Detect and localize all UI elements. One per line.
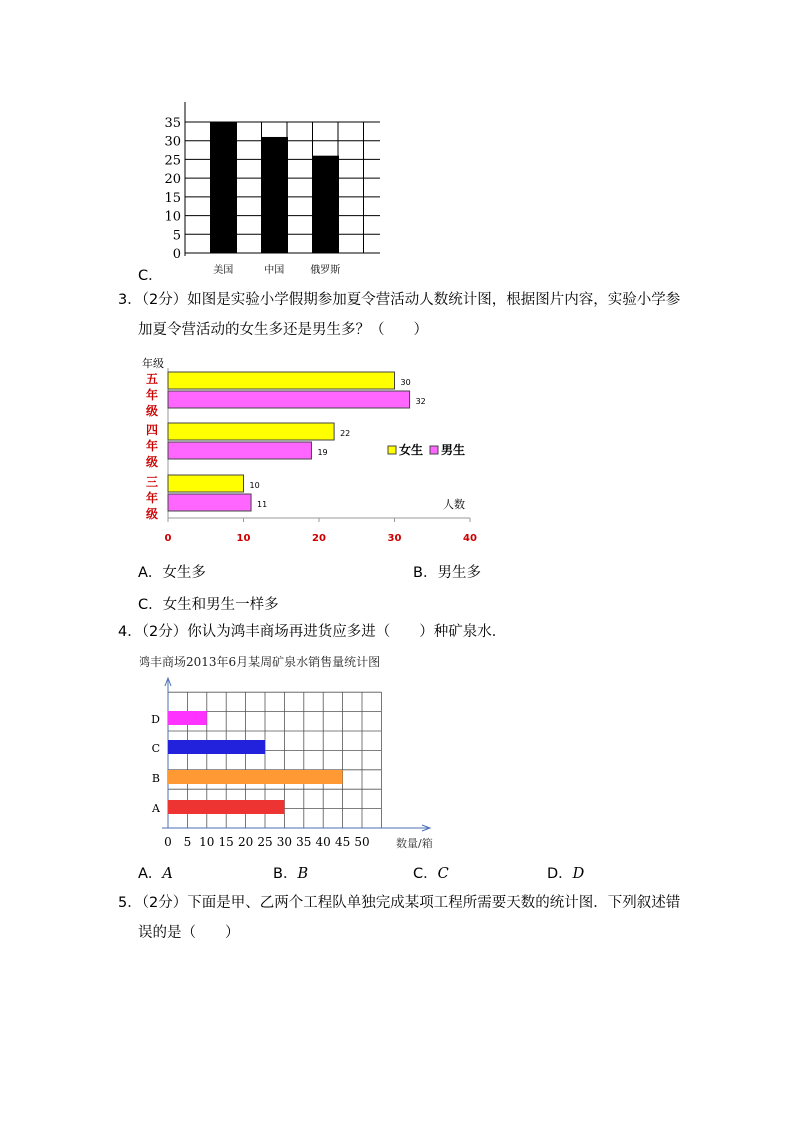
chart3-x-tick-label: 25	[257, 835, 273, 849]
q3-question-line2: 加夏令营活动的女生多还是男生多？（ ）	[138, 322, 428, 338]
chart2-legend-label: 女生	[399, 443, 424, 457]
chart2-x-axis-label: 人数	[443, 498, 465, 511]
chart2-data-label: 32	[415, 397, 426, 406]
chart3-x-tick-label: 45	[334, 835, 351, 849]
chart2-legend-label: 男生	[441, 443, 466, 457]
q3-chart	[138, 350, 483, 550]
chart2-data-label: 30	[400, 378, 411, 387]
q5-question-line2: 误的是（ ）	[138, 925, 240, 941]
chart2-bar	[168, 391, 410, 408]
q4-option-a-letter: A	[162, 866, 173, 882]
chart2-x-tick-label: 20	[312, 533, 326, 544]
chart3-category-label: C	[151, 742, 160, 755]
chart3-x-tick-label: 40	[315, 835, 331, 849]
chart3-title: 鸿丰商场2013年6月某周矿泉水销售量统计图	[140, 655, 381, 669]
chart3-x-tick-label: 30	[276, 835, 293, 849]
chart3-x-tick-label: 5	[183, 835, 192, 849]
chart2-bar	[168, 442, 311, 459]
q3-option-a[interactable]: A．女生多	[138, 565, 206, 581]
q4-option-c-prefix: C．	[413, 866, 438, 882]
chart1-ytick-label: 30	[164, 134, 181, 150]
chart1-ytick-label: 0	[172, 247, 181, 262]
chart2-category-label-char: 级	[145, 507, 159, 521]
chart2-category-label-char: 五	[145, 372, 159, 386]
chart2-category-label-char: 四	[145, 423, 159, 437]
chart2-data-label: 19	[317, 448, 328, 457]
chart2-legend-swatch	[388, 446, 396, 454]
chart2-bar	[168, 475, 244, 492]
q3-option-c[interactable]: C．女生和男生一样多	[138, 597, 279, 613]
chart1-ytick-label: 35	[164, 116, 181, 131]
q4-option-a-prefix: A．	[138, 866, 163, 882]
chart1-bar	[313, 156, 340, 253]
q2-option-c-label[interactable]: C．	[138, 268, 163, 284]
chart3-x-tick-label: 15	[218, 835, 234, 849]
chart3-category-label: D	[151, 713, 160, 726]
chart3-x-tick-label: 50	[354, 835, 370, 849]
chart3-x-tick-label: 10	[199, 835, 215, 849]
chart3-bar	[168, 770, 343, 784]
chart1-bar	[262, 137, 289, 253]
chart2-data-label: 22	[340, 429, 351, 438]
q4-option-b-prefix: B．	[273, 866, 298, 882]
chart3-x-tick-label: 0	[164, 835, 172, 849]
chart2-x-tick-label: 40	[463, 533, 477, 544]
chart2-bar	[168, 372, 395, 389]
q5-question-line1: 5．（2分）下面是甲、乙两个工程队单独完成某项工程所需要天数的统计图．下列叙述错	[118, 895, 681, 911]
chart2-data-label: 10	[249, 481, 260, 490]
chart1-ytick-label: 20	[164, 172, 181, 188]
chart3-category-label: A	[152, 802, 160, 815]
chart2-category-label-char: 年	[145, 491, 159, 505]
chart3-bar	[168, 740, 265, 754]
chart1-bar	[211, 122, 238, 253]
chart3-x-tick-label: 35	[296, 835, 312, 849]
chart2-x-tick-label: 30	[387, 533, 402, 544]
chart2-legend-swatch	[430, 446, 438, 454]
q4-option-d-letter: D	[572, 866, 585, 882]
q4-option-b-letter: B	[297, 866, 309, 882]
q3-option-b[interactable]: B．男生多	[413, 565, 481, 581]
q4-chart-container	[140, 652, 440, 857]
q3-chart-container	[138, 350, 483, 550]
chart1-category-label: 美国	[213, 265, 234, 276]
chart2-category-label-char: 年	[145, 388, 159, 402]
chart3-bar	[168, 800, 284, 814]
chart1-ytick-label: 15	[164, 190, 181, 206]
q2-option-c-chart	[150, 100, 380, 280]
q4-chart	[140, 652, 440, 857]
chart2-x-tick-label: 10	[236, 533, 251, 544]
q4-option-a[interactable]	[138, 862, 173, 883]
chart2-category-label-char: 三	[145, 475, 159, 489]
chart2-category-label-char: 级	[145, 404, 159, 418]
chart3-x-tick-label: 20	[237, 835, 254, 849]
chart2-y-axis-label: 年级	[142, 357, 164, 370]
q4-option-d[interactable]	[547, 862, 584, 883]
chart3-x-axis-label: 数量/箱	[396, 837, 433, 850]
chart2-category-label-char: 级	[145, 455, 159, 469]
chart1-ytick-label: 10	[164, 209, 181, 225]
q2-option-c	[150, 100, 380, 280]
chart1-ytick-label: 25	[164, 153, 181, 169]
q4-option-c-letter: C	[437, 866, 449, 882]
chart1-category-label: 中国	[264, 265, 285, 276]
chart2-bar	[168, 494, 251, 511]
chart3-category-label: B	[151, 772, 160, 785]
chart2-x-tick-label: 0	[164, 533, 172, 544]
chart3-bar	[168, 711, 207, 725]
chart2-bar	[168, 423, 334, 440]
q3-question-line1: 3．（2分）如图是实验小学假期参加夏令营活动人数统计图，根据图片内容，实验小学参	[118, 292, 681, 308]
chart2-data-label: 11	[257, 500, 268, 509]
q4-option-b[interactable]	[273, 862, 308, 883]
chart1-category-label: 俄罗斯	[310, 265, 341, 276]
q4-question: 4．（2分）你认为鸿丰商场再进货应多进（ ）种矿泉水．	[118, 624, 507, 640]
q4-option-d-prefix: D．	[547, 866, 573, 882]
chart2-category-label-char: 年	[145, 439, 159, 453]
chart1-ytick-label: 5	[172, 228, 181, 244]
q4-option-c[interactable]	[413, 862, 449, 883]
